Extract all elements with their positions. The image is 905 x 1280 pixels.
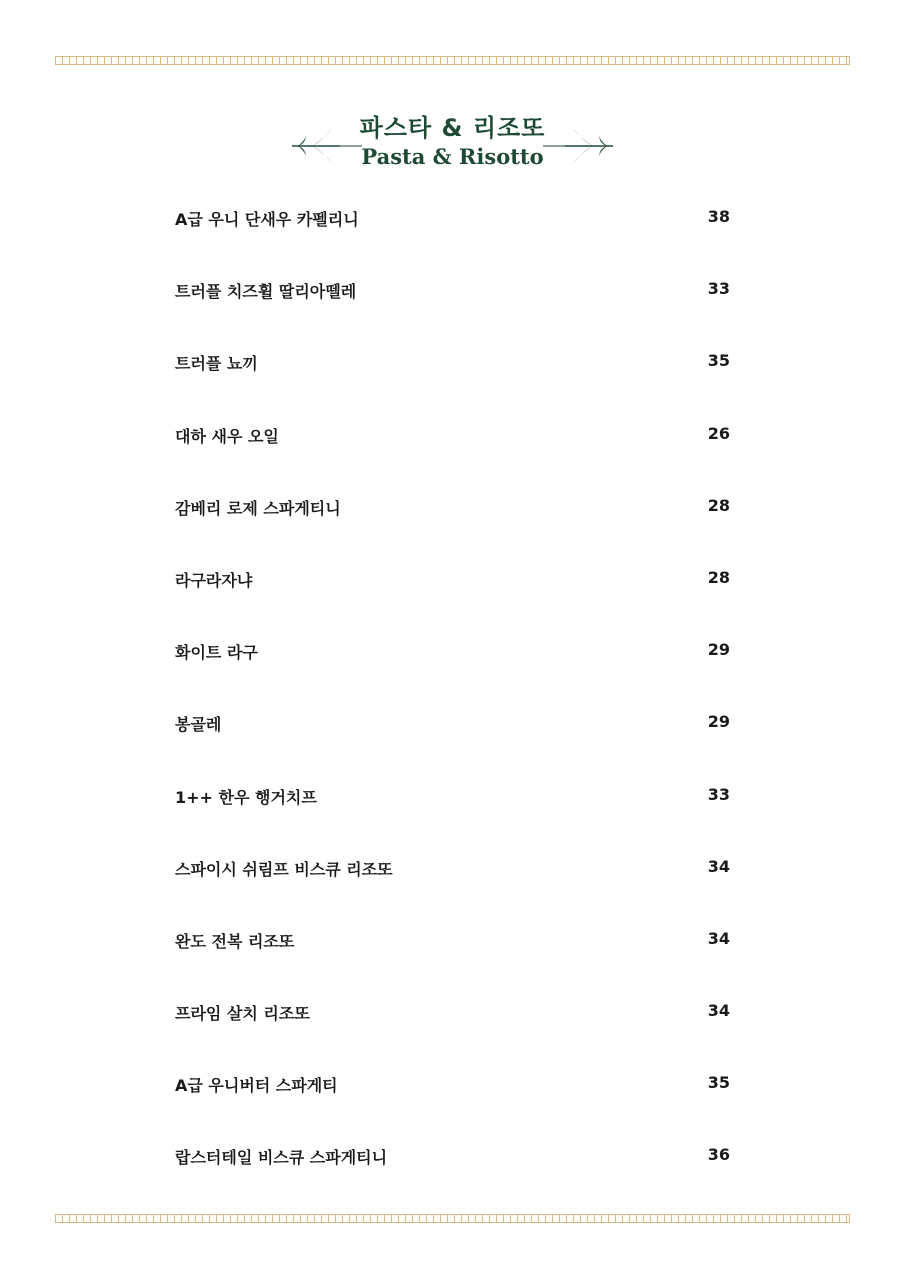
right-leaf-ornament-icon xyxy=(493,126,613,166)
menu-item-name: 감베리 로제 스파게티니 xyxy=(175,498,341,518)
menu-item-name: 랍스터테일 비스큐 스파게티니 xyxy=(175,1148,388,1168)
title-korean: 파스타 & 리조또 xyxy=(359,114,546,142)
menu-item xyxy=(175,563,730,635)
menu-item-price: 33 xyxy=(707,784,730,804)
menu-item-name: A급 우니 단새우 카펠리니 xyxy=(175,210,359,229)
menu-item xyxy=(175,491,730,563)
menu-item-name: 대하 새우 오일 xyxy=(175,426,279,446)
menu-item-name: 트러플 뇨끼 xyxy=(175,354,258,374)
menu-item-price: 28 xyxy=(707,567,730,587)
menu-item xyxy=(175,635,730,707)
menu-item xyxy=(175,274,730,346)
menu-item-price: 38 xyxy=(707,207,730,226)
top-decorative-border xyxy=(55,56,850,65)
menu-item-price: 34 xyxy=(707,928,730,948)
menu-item xyxy=(175,346,730,418)
menu-item xyxy=(175,202,730,274)
menu-item xyxy=(175,1068,730,1140)
menu-item xyxy=(175,1140,730,1212)
bottom-decorative-border xyxy=(55,1214,850,1223)
menu-item xyxy=(175,924,730,996)
menu-item-name: 트러플 치즈휠 딸리아뗄레 xyxy=(175,282,357,302)
menu-item-name: 라구라자냐 xyxy=(175,570,253,590)
menu-item-price: 29 xyxy=(707,640,730,660)
menu-item-name: 봉골레 xyxy=(175,715,222,735)
menu-item xyxy=(175,852,730,924)
menu-item-name: 1++ 한우 행거치프 xyxy=(175,787,317,807)
menu-item-price: 35 xyxy=(707,1073,730,1093)
menu-item-name: A급 우니버터 스파게티 xyxy=(175,1076,338,1096)
menu-item xyxy=(175,996,730,1068)
menu-item-price: 35 xyxy=(707,351,730,371)
menu-item-price: 36 xyxy=(707,1145,730,1165)
menu-list xyxy=(175,202,730,1213)
menu-item-price: 34 xyxy=(707,1001,730,1021)
menu-item xyxy=(175,419,730,491)
menu-item-price: 34 xyxy=(707,856,730,876)
menu-item-price: 28 xyxy=(707,495,730,515)
menu-item-name: 스파이시 쉬림프 비스큐 리조또 xyxy=(175,859,393,879)
menu-item-name: 화이트 라구 xyxy=(175,643,258,663)
menu-item-price: 26 xyxy=(707,423,730,443)
menu-item-name: 완도 전복 리조또 xyxy=(175,931,295,951)
menu-item-name: 프라임 살치 리조또 xyxy=(175,1004,310,1024)
menu-item xyxy=(175,707,730,779)
menu-item xyxy=(175,780,730,852)
menu-item-price: 29 xyxy=(707,712,730,732)
section-header xyxy=(0,112,905,176)
title-english: Pasta & Risotto xyxy=(361,144,544,169)
menu-item-price: 33 xyxy=(707,279,730,299)
